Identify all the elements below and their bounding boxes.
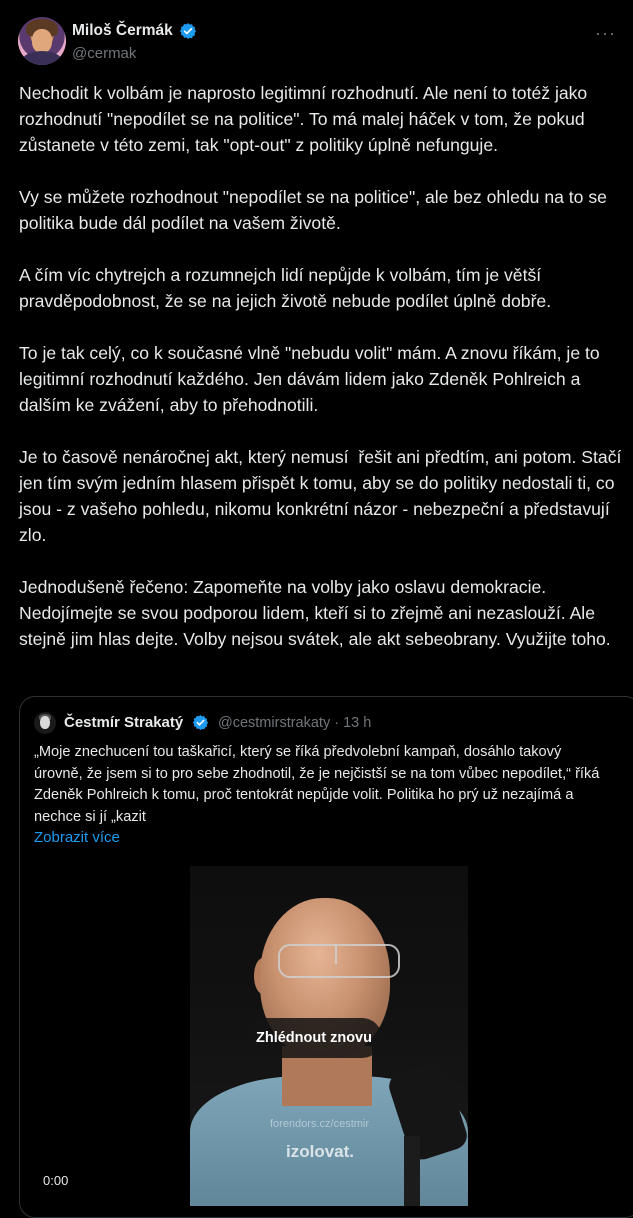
video-player[interactable] xyxy=(190,866,468,1206)
show-more-link[interactable]: Zobrazit více xyxy=(34,829,120,846)
tweet-paragraph: Je to časově nenáročnej akt, který nemusí řešit ani předtím, ani potom. Stačí jen tím svým jedním hlasem přispět k tomu, aby se do politiky nedostali ti, co jsou - z vašeho pohledu, nikomu konkrétní názor - nebezpeční a představují zlo. xyxy=(19,447,627,545)
tweet-header xyxy=(18,17,618,67)
video-caption: izolovat. xyxy=(286,1142,355,1161)
quoted-author-meta[interactable] xyxy=(218,715,371,731)
quoted-author-handle[interactable]: @cestmirstrakaty xyxy=(218,715,331,731)
quoted-author-avatar[interactable] xyxy=(34,712,56,734)
author-name[interactable]: Miloš Čermák xyxy=(72,22,173,39)
tweet-paragraph: A čím víc chytrejch a rozumnejch lidí nepůjde k volbám, tím je větší pravděpodobnost, že se na jejich životě nebude podílet úplně dobře. xyxy=(19,265,552,311)
tweet-paragraph: Nechodit k volbám je naprosto legitimní rozhodnutí. Ale není to totéž jako rozhodnutí "nepodílet se na politice". To má malej háček v tom, že pokud zůstanete v této zemi, tak "opt-out" z politiky úplně nefunguje. xyxy=(19,83,593,155)
author-avatar[interactable] xyxy=(18,17,66,65)
verified-badge-icon xyxy=(192,714,209,731)
quoted-tweet[interactable] xyxy=(19,696,633,1218)
tweet-paragraph: To je tak celý, co k současné vlně "nebudu volit" mám. A znovu říkám, je to legitimní rozhodnutí každého. Jen dávám lidem jako Zdeněk Pohlreich a dalším ke zvážení, aby to přehodnotili. xyxy=(19,343,605,415)
tweet-paragraph: Vy se můžete rozhodnout "nepodílet se na politice", ale bez ohledu na to se politika bude dál podílet na vašem životě. xyxy=(19,187,612,233)
verified-badge-icon xyxy=(179,22,197,40)
more-options-icon[interactable]: ··· xyxy=(595,23,616,43)
author-handle[interactable]: @cermak xyxy=(72,45,137,62)
tweet-text xyxy=(19,80,627,678)
quoted-tweet-time: · 13 h xyxy=(334,715,372,731)
quoted-tweet-text: „Moje znechucení tou taškařicí, který se říká předvolební kampaň, dosáhlo takový úrovně, že jsem si to pro sebe zhodnotil, že je nejčistší se na tom vůbec nepodílet,“ říká Zdeněk Pohlreich k tomu, proč tentokrát nepůjde volit. Politika ho prý už nezajímá a nechce si jí „kazit xyxy=(34,744,600,825)
quoted-author-name[interactable]: Čestmír Strakatý xyxy=(64,714,184,731)
video-timestamp: 0:00 xyxy=(43,1173,69,1188)
replay-button[interactable]: Zhlédnout znovu xyxy=(246,1018,382,1058)
tweet-paragraph: Jednodušeně řečeno: Zapomeňte na volby jako oslavu demokracie. Nedojímejte se svou podporou lidem, kteří si to zřejmě ani nezaslouží. Ale stejně jim hlas dejte. Volby nejsou svátek, ale akt sebeobrany. Využijte toho. xyxy=(19,577,611,649)
video-watermark: forendors.cz/cestmir xyxy=(270,1118,370,1130)
